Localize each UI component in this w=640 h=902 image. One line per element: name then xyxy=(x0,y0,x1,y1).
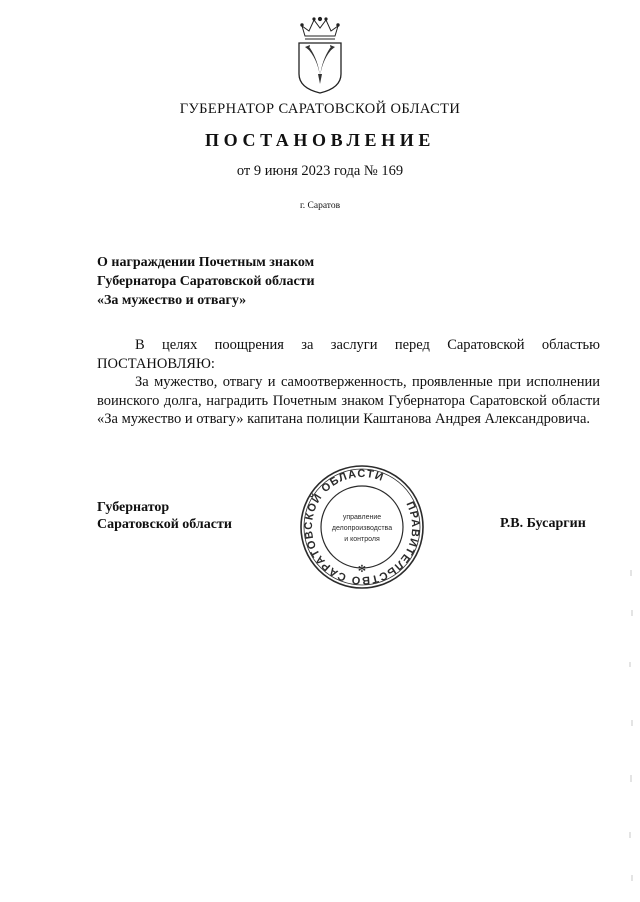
stamp-ring-text: ПРАВИТЕЛЬСТВО САРАТОВСКОЙ ОБЛАСТИ xyxy=(302,467,422,587)
subject-line: О награждении Почетным знаком xyxy=(97,255,315,270)
document-type: ПОСТАНОВЛЕНИЕ xyxy=(205,130,435,150)
subject-line: «За мужество и отвагу» xyxy=(97,293,247,308)
stamp-center-line: управление xyxy=(342,514,382,521)
signatory-name: Р.В. Бусаргин xyxy=(500,516,586,531)
official-stamp xyxy=(299,464,425,595)
document-subject xyxy=(97,253,315,310)
document-city: г. Саратов xyxy=(299,201,341,211)
scan-edge-marks xyxy=(626,570,636,895)
subject-line: Губернатора Саратовской области xyxy=(97,274,315,289)
stamp-center-line: делопроизводства xyxy=(331,525,393,532)
document-date-number: от 9 июня 2023 года № 169 xyxy=(236,163,404,179)
issuing-authority: ГУБЕРНАТОР САРАТОВСКОЙ ОБЛАСТИ xyxy=(179,101,461,117)
svg-text:✻: ✻ xyxy=(357,564,367,575)
signatory-title-line: Саратовской области xyxy=(97,517,232,532)
signatory-title-line: Губернатор xyxy=(97,500,170,515)
stamp-center-line: и контроля xyxy=(344,536,380,543)
body-paragraph: За мужество, отвагу и самоотверженность, проявленные при исполнении воинского долга, наградить Почетным знаком Губернатора Саратовской области «За мужество и отвагу» капитана полиции Каштанова Андрея Александровича. xyxy=(97,374,600,427)
body-paragraph: В целях поощрения за заслуги перед Саратовской областью ПОСТАНОВЛЯЮ: xyxy=(97,337,600,372)
signatory-title xyxy=(97,499,232,533)
document-body xyxy=(97,336,600,429)
